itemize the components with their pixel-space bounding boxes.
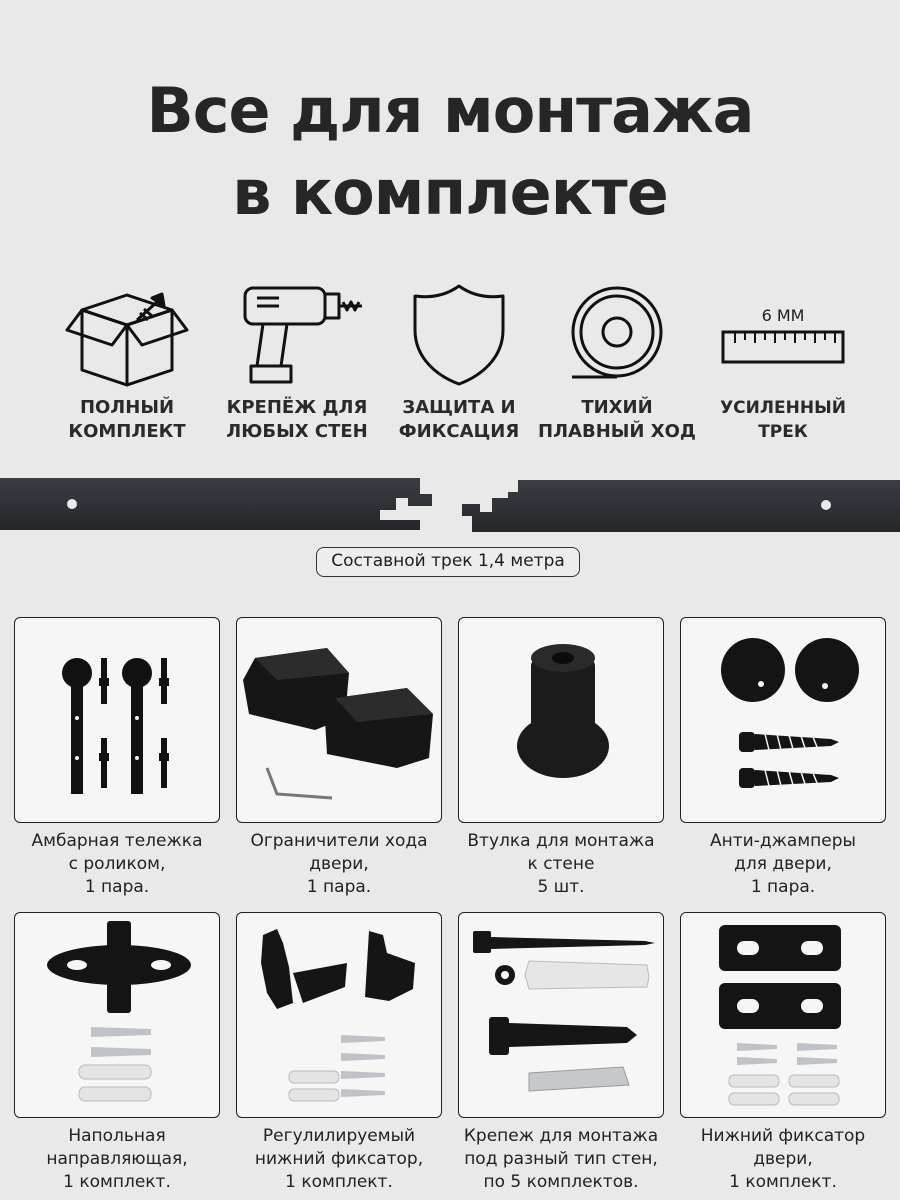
feature-label: КРЕПЁЖ ДЛЯ ЛЮБЫХ СТЕН <box>226 397 368 442</box>
adjustable-lock-icon <box>237 913 442 1118</box>
item-caption: Анти-джамперы для двери, 1 пара. <box>710 831 856 897</box>
item-caption: Крепеж для монтажа под разный тип стен, по 5 комплектов. <box>463 1126 659 1192</box>
feature-label: ЗАЩИТА И ФИКСАЦИЯ <box>398 397 520 442</box>
ruler-text: 6 ММ <box>761 305 805 325</box>
feature-track <box>698 280 868 444</box>
item-caption: Регулилируемый нижний фиксатор, 1 комплект. <box>254 1126 424 1192</box>
feature-label: ТИХИЙ ПЛАВНЫЙ ХОД <box>538 397 696 442</box>
shield-icon <box>374 280 544 390</box>
item-caption: Втулка для монтажа к стене 5 шт. <box>467 831 655 897</box>
item-card-trolley <box>14 617 220 823</box>
item-card-bottom-lock <box>680 912 886 1118</box>
item-caption: Амбарная тележка с роликом, 1 пара. <box>31 831 203 897</box>
item-card-fasteners <box>458 912 664 1118</box>
feature-protection <box>374 280 544 444</box>
barn-trolley-icon <box>15 618 220 823</box>
bottom-lock-icon <box>681 913 886 1118</box>
composite-track-image <box>0 472 900 534</box>
page-title: Все для монтажа в комплекте <box>146 74 754 229</box>
door-stopper-icon <box>237 618 442 823</box>
item-caption: Напольная направляющая, 1 комплект. <box>46 1126 188 1192</box>
track-label: Составной трек 1,4 метра <box>316 547 580 577</box>
box-with-screw-icon <box>42 280 212 390</box>
item-card-adjustable-lock <box>236 912 442 1118</box>
fasteners-icon <box>459 913 664 1118</box>
anti-jumper-icon <box>681 618 886 823</box>
item-caption: Нижний фиксатор двери, 1 комплект. <box>700 1126 866 1192</box>
floor-guide-icon <box>15 913 220 1118</box>
item-card-anti-jumper <box>680 617 886 823</box>
drill-icon <box>212 280 382 390</box>
feature-label: УСИЛЕННЫЙ ТРЕК <box>720 398 846 442</box>
roller-icon <box>532 280 702 390</box>
feature-fasteners <box>212 280 382 444</box>
feature-smooth <box>532 280 702 444</box>
item-card-bushing <box>458 617 664 823</box>
feature-label: ПОЛНЫЙ КОМПЛЕКТ <box>68 397 186 442</box>
item-card-stopper <box>236 617 442 823</box>
features-row <box>0 280 900 450</box>
feature-full-kit <box>42 280 212 444</box>
item-caption: Ограничители хода двери, 1 пара. <box>250 831 428 897</box>
ruler-icon <box>698 280 868 390</box>
wall-bushing-icon <box>459 618 664 823</box>
item-card-floor-guide <box>14 912 220 1118</box>
